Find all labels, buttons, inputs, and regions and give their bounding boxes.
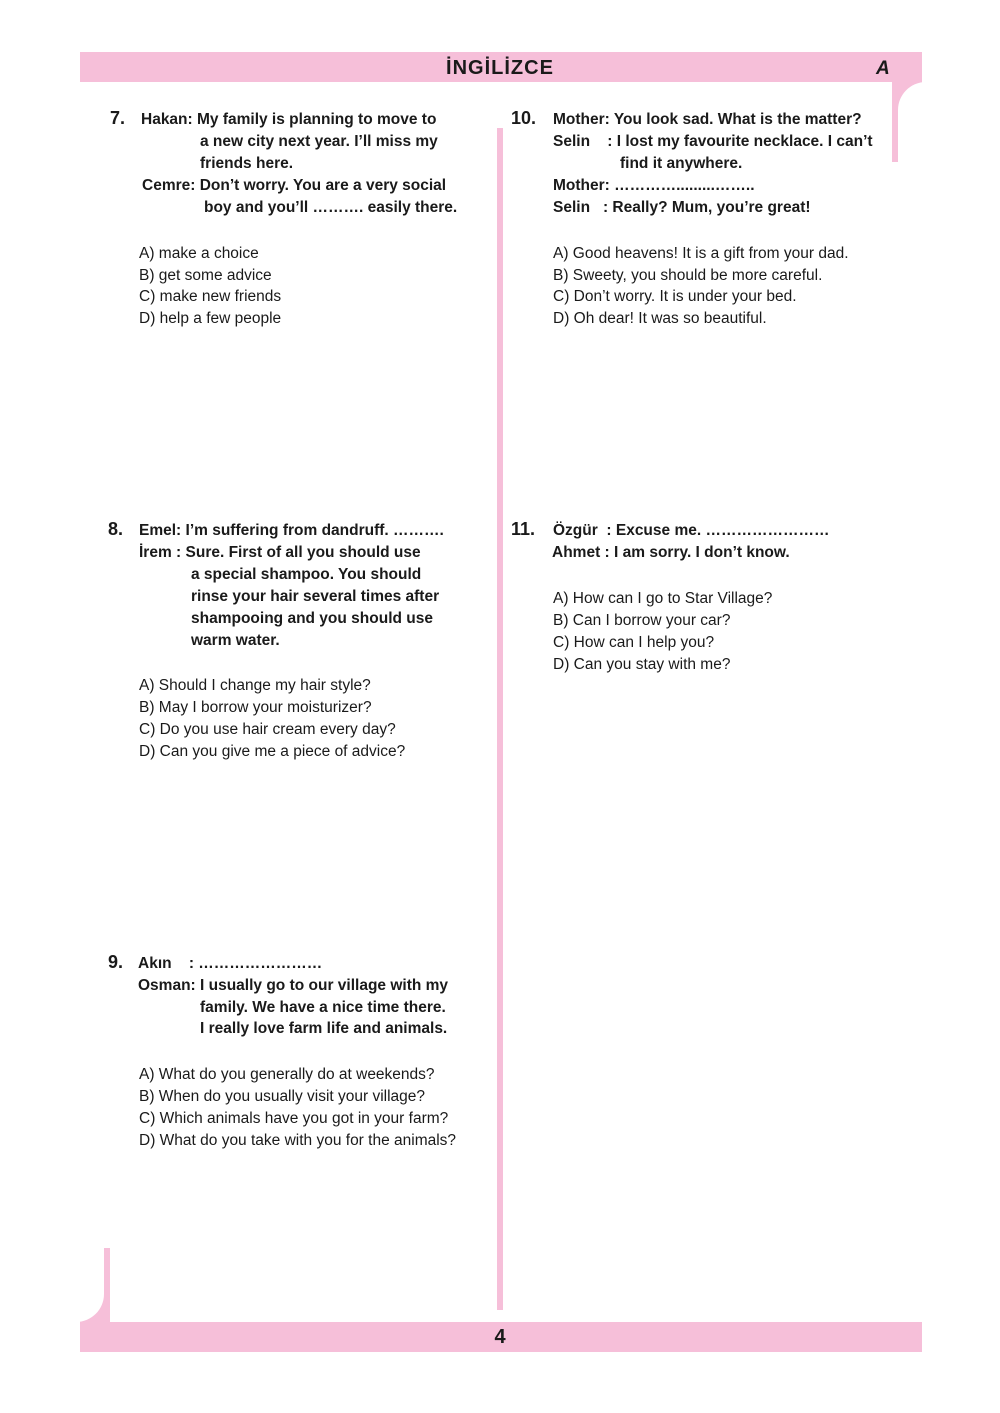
option-a[interactable]: A) Should I change my hair style?	[139, 677, 371, 694]
dialogue-line: shampooing and you should use	[191, 610, 433, 627]
dialogue-line: I really love farm life and animals.	[200, 1020, 448, 1037]
question-number: 7.	[110, 108, 126, 128]
dialogue-line: Cemre: Don’t worry. You are a very social	[142, 177, 447, 194]
dialogue-line: Mother: ………….........……..	[553, 177, 755, 194]
dialogue-line: warm water.	[191, 632, 280, 649]
dialogue-line: Ahmet : I am sorry. I don’t know.	[552, 544, 790, 561]
option-d[interactable]: D) help a few people	[139, 310, 282, 327]
dialogue-line: Akın : ……………………	[138, 955, 323, 972]
option-b[interactable]: B) Can I borrow your car?	[553, 612, 731, 629]
dialogue-line: a special shampoo. You should	[191, 566, 422, 583]
option-c[interactable]: C) Do you use hair cream every day?	[139, 721, 396, 738]
dialogue-line: a new city next year. I’ll miss my	[200, 133, 438, 150]
dialogue-line: Osman: I usually go to our village with my	[138, 977, 449, 994]
question-number: 11.	[511, 519, 536, 539]
option-c[interactable]: C) How can I help you?	[553, 634, 715, 651]
option-a[interactable]: A) Good heavens! It is a gift from your dad.	[553, 245, 849, 262]
option-c[interactable]: C) make new friends	[139, 288, 282, 305]
question-number: 8.	[108, 519, 124, 539]
dialogue-line: boy and you’ll ………. easily there.	[204, 199, 458, 216]
dialogue-line: Mother: You look sad. What is the matter?	[553, 111, 862, 128]
dialogue-line: Selin : I lost my favourite necklace. I can’t	[553, 133, 873, 150]
option-b[interactable]: B) May I borrow your moisturizer?	[139, 699, 372, 716]
option-a[interactable]: A) What do you generally do at weekends?	[139, 1066, 435, 1083]
column-divider	[497, 128, 503, 1310]
dialogue-line: Selin : Really? Mum, you’re great!	[553, 199, 811, 216]
dialogue-line: find it anywhere.	[620, 155, 743, 172]
option-b[interactable]: B) When do you usually visit your village?	[139, 1088, 426, 1105]
option-c[interactable]: C) Don’t worry. It is under your bed.	[553, 288, 797, 305]
question-number: 10.	[511, 108, 537, 128]
dialogue-line: Özgür : Excuse me. ……………………	[553, 522, 830, 539]
dialogue-line: rinse your hair several times after	[191, 588, 440, 605]
question-number: 9.	[108, 952, 124, 972]
header-curve-cutout	[898, 82, 928, 172]
booklet-letter: A	[876, 58, 890, 79]
dialogue-line: Emel: I’m suffering from dandruff. ……….	[139, 522, 444, 539]
dialogue-line: family. We have a nice time there.	[200, 999, 446, 1016]
option-b[interactable]: B) Sweety, you should be more careful.	[553, 267, 823, 284]
option-d[interactable]: D) Can you give me a piece of advice?	[139, 743, 406, 760]
option-c[interactable]: C) Which animals have you got in your farm?	[139, 1110, 449, 1127]
option-a[interactable]: A) How can I go to Star Village?	[553, 590, 773, 607]
option-b[interactable]: B) get some advice	[139, 267, 272, 284]
option-d[interactable]: D) What do you take with you for the animals?	[139, 1132, 457, 1149]
option-d[interactable]: D) Oh dear! It was so beautiful.	[553, 310, 767, 327]
dialogue-line: friends here.	[200, 155, 294, 172]
dialogue-line: İrem : Sure. First of all you should use	[139, 544, 421, 561]
option-a[interactable]: A) make a choice	[139, 245, 259, 262]
dialogue-line: Hakan: My family is planning to move to	[141, 111, 437, 128]
option-d[interactable]: D) Can you stay with me?	[553, 656, 731, 673]
subject-title: İNGİLİZCE	[446, 57, 554, 79]
page-number: 4	[494, 1326, 506, 1348]
